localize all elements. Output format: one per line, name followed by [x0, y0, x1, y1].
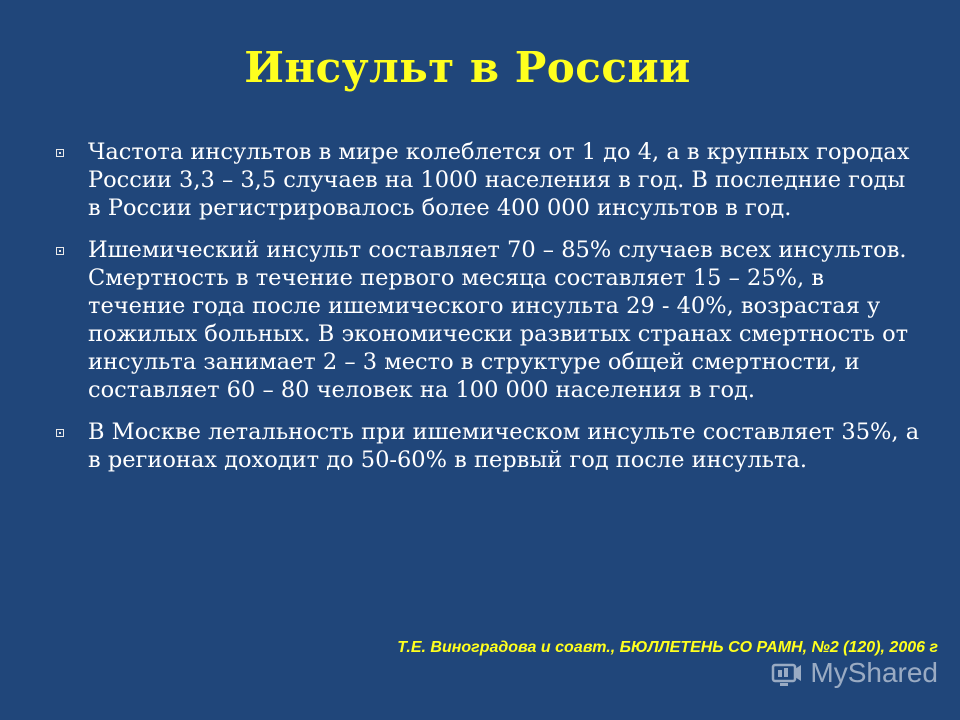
- square-bullet-icon: [56, 247, 64, 255]
- bullet-text: Ишемический инсульт составляет 70 – 85% случаев всех инсультов. Смертность в течение первого месяца составляет 15 – 25%, в течение года после ишемического инсульта 29 - 40%, возрастая у пожилых больных. В экономически развитых странах смертность от инсульта занимает 2 – 3 место в структуре общей смертности, и составляет 60 – 80 человек на 100 000 населения в год.: [88, 237, 909, 403]
- bullet-item: [52, 138, 922, 222]
- myshared-logo-icon: [770, 656, 804, 690]
- watermark: [770, 656, 938, 690]
- bullet-item: [52, 418, 922, 474]
- citation: Т.Е. Виноградова и соавт., БЮЛЛЕТЕНЬ СО РАМН, №2 (120), 2006 г: [397, 639, 938, 656]
- watermark-text: MyShared: [810, 657, 938, 688]
- bullet-list: [52, 138, 922, 488]
- bullet-text: В Москве летальность при ишемическом инсульте составляет 35%, а в регионах доходит до 50-60% в первый год после инсульта.: [88, 419, 920, 473]
- bullet-text: Частота инсультов в мире колеблется от 1 до 4, а в крупных городах России 3,3 – 3,5 случаев на 1000 населения в год. В последние годы в России регистрировалось более 400 000 инсультов в год.: [88, 139, 910, 221]
- slide-title: Инсульт в России: [244, 43, 691, 92]
- square-bullet-icon: [56, 429, 64, 437]
- square-bullet-icon: [56, 149, 64, 157]
- bullet-item: [52, 236, 922, 404]
